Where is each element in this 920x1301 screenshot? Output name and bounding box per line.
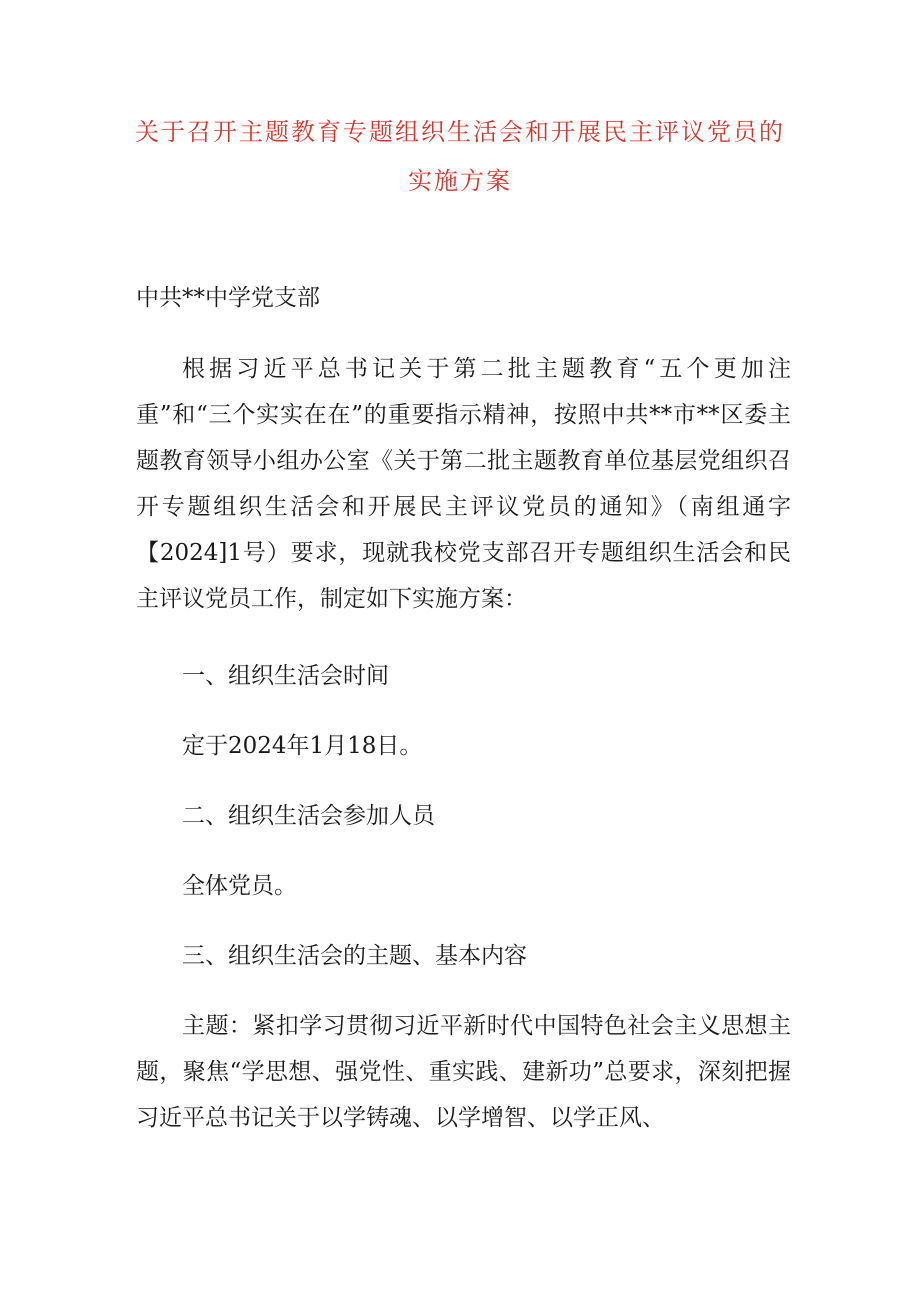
section-3-heading: 三、组织生活会的主题、基本内容 (182, 943, 527, 969)
intro-paragraph: 根据习近平总书记关于第二批主题教育“五个更加注重”和“三个实实在在”的重要指示精神，按照中共**市**区委主题教育领导小组办公室《关于第二批主题教育单位基层党组织召开专题组织生活会和开展民主评议党员的通知》（南组通字【2024]1号）要求，现就我校党支部召开专题组织生活会和民主评议党员工作，制定如下实施方案： (136, 356, 791, 612)
document-title-line-2: 实施方案 (408, 167, 512, 195)
issuing-organization: 中共**中学党支部 (136, 285, 320, 311)
document-title-line-1: 关于召开主题教育专题组织生活会和开展民主评议党员的 (135, 118, 785, 146)
section-2-body: 全体党员。 (182, 873, 297, 899)
section-2-heading: 二、组织生活会参加人员 (182, 803, 435, 829)
section-1-heading: 一、组织生活会时间 (182, 663, 389, 689)
section-1-body: 定于2024年1月18日。 (182, 733, 423, 759)
section-3-body: 主题：紧扣学习贯彻习近平新时代中国特色社会主义思想主题，聚焦“学思想、强党性、重实践、建新功”总要求，深刻把握习近平总书记关于以学铸魂、以学增智、以学正风、 (136, 1013, 791, 1131)
